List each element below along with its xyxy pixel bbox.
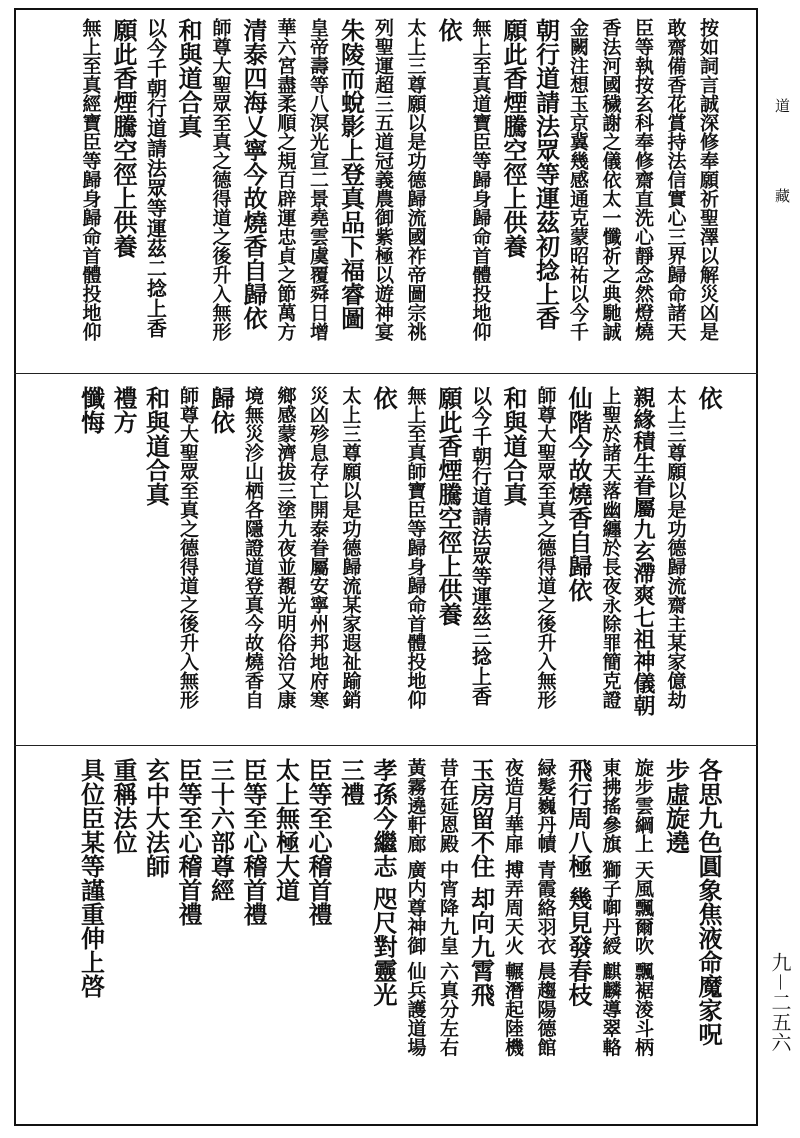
text-column: 依 [434,18,463,42]
text-column: 具位臣某等謹重伸上啓 [76,758,106,998]
text-column: 東拂搖參旗 獅子啣丹綬 麒麟導翠輅 [599,758,622,1057]
text-column: 願此香煙騰空徑上供養 [109,18,138,258]
text-column: 朝行道請法眾等運茲初捻上香 [531,18,561,330]
text-column: 重稱法位 [109,758,138,854]
margin-title-top: 道 [773,98,791,113]
text-column: 以今千朝行道請法眾等運茲二捻上香 [143,18,168,338]
text-column: 願此香煙騰空徑上供養 [499,18,528,258]
text-column: 香法河國穢謝之儀依太一懺祈之典馳誠 [599,18,622,341]
text-column: 師尊大聖眾至真之德得道之後升入無形 [534,386,557,709]
text-column: 無上至真經寶臣等歸身歸命首體投地仰 [79,18,102,341]
text-column: 臣等至心稽首禮 [174,758,203,926]
text-column: 依 [369,386,398,410]
text-column: 黃霧遶軒廊 廣内尊神御 仙兵護道場 [404,758,427,1057]
text-column: 夜造月華扉 搏弄周天火 輾潛起陸機 [502,758,524,1057]
text-column: 玄中大法師 [141,758,171,878]
text-column: 列聖運超三五道冠義農御紫極以遊神宴 [372,18,394,341]
text-column: 步虛旋遶 [661,758,691,854]
text-column: 敢齋備香花賞持法信實心三界歸命諸天 [664,18,687,341]
margin-title-bottom: 藏 [773,188,791,203]
text-column: 太上三尊願以是功德歸流齋主某家億劫 [664,386,687,709]
text-column: 親緣積生眷屬九玄滯爽七祖神儀朝 [630,386,656,716]
text-column: 仙階今故燒香自歸依 [564,386,593,602]
text-column: 孝孫今繼志 咫尺對靈光 [369,758,398,1007]
text-column: 華六宮盡柔順之規百辟運忠貞之節萬方 [274,18,297,341]
text-column: 和與道合真 [141,386,171,506]
text-column: 上聖於諸天落幽纏於長夜永除罪簡克證 [599,386,622,709]
text-column: 臣等至心稽首禮 [239,758,268,926]
text-column: 災凶殄息存亡開泰眷屬安寧州邦地府寒 [307,386,329,709]
text-column: 皇帝壽等八溟光宣二景堯雲虞覆舜日增 [307,18,329,341]
text-column: 三十六部尊經 [206,758,236,902]
text-column: 境無災沴山栖各隱證道登真今故燒香自 [242,386,264,709]
text-column: 歸依 [206,386,236,434]
text-column: 金闕注想玉京冀幾感通克蒙昭祐以今千 [567,18,589,341]
text-column: 三禮 [336,758,366,806]
text-column: 依 [694,386,723,410]
text-column: 師尊大聖眾至真之德得道之後升入無形 [177,386,199,709]
text-column: 師尊大聖眾至真之德得道之後升入無形 [209,18,232,341]
section-divider-1 [14,373,758,374]
text-column: 太上三尊願以是功德歸流國祚帝圖宗祧 [404,18,427,341]
text-column: 各思九色圓象焦液命魔家呪 [694,758,723,1046]
text-column: 和與道合真 [499,386,528,506]
text-column: 太上無極大道 [271,758,301,902]
text-column: 玉房留不住 却向九霄飛 [466,758,496,1007]
text-column: 臣等執按玄科奉修齋直洗心靜念然燈燒 [632,18,654,341]
text-column: 以今千朝行道請法眾等運茲三捻上香 [468,386,493,706]
text-column: 旋步雲綱上 天風飄爾吹 飄裾淩斗柄 [632,758,654,1057]
text-column: 無上至真道寶臣等歸身歸命首體投地仰 [469,18,492,341]
text-column: 無上至真師寶臣等歸身歸命首體投地仰 [404,386,427,709]
text-column: 昔在延恩殿 中宵降九皇 六真分左右 [437,758,459,1057]
text-column: 鄉感蒙濟拔三塗九夜並覩光明俗洽又康 [274,386,297,709]
text-column: 朱陵而蛻影上登真品下福睿圖 [336,18,366,330]
text-column: 禮方 [109,386,138,434]
text-column: 緑髮巍丹幘 青霞絡羽衣 晨趨陽德館 [534,758,557,1057]
section-divider-2 [14,745,758,746]
text-column: 臣等至心稽首禮 [304,758,333,926]
text-column: 太上三尊願以是功德歸流某家遐祉踰銷 [339,386,362,709]
text-column: 願此香煙騰空徑上供養 [434,386,463,626]
text-column: 和與道合真 [174,18,203,138]
page-number: 九－二五六 [768,952,792,1052]
text-column: 清泰四海乂寧今故燒香自歸依 [239,18,268,330]
text-column: 懺悔 [76,386,106,434]
text-column: 飛行周八極 幾見發春枝 [564,758,593,1007]
text-column: 按如詞言誠深修奉願祈聖澤以解災凶是 [697,18,719,341]
